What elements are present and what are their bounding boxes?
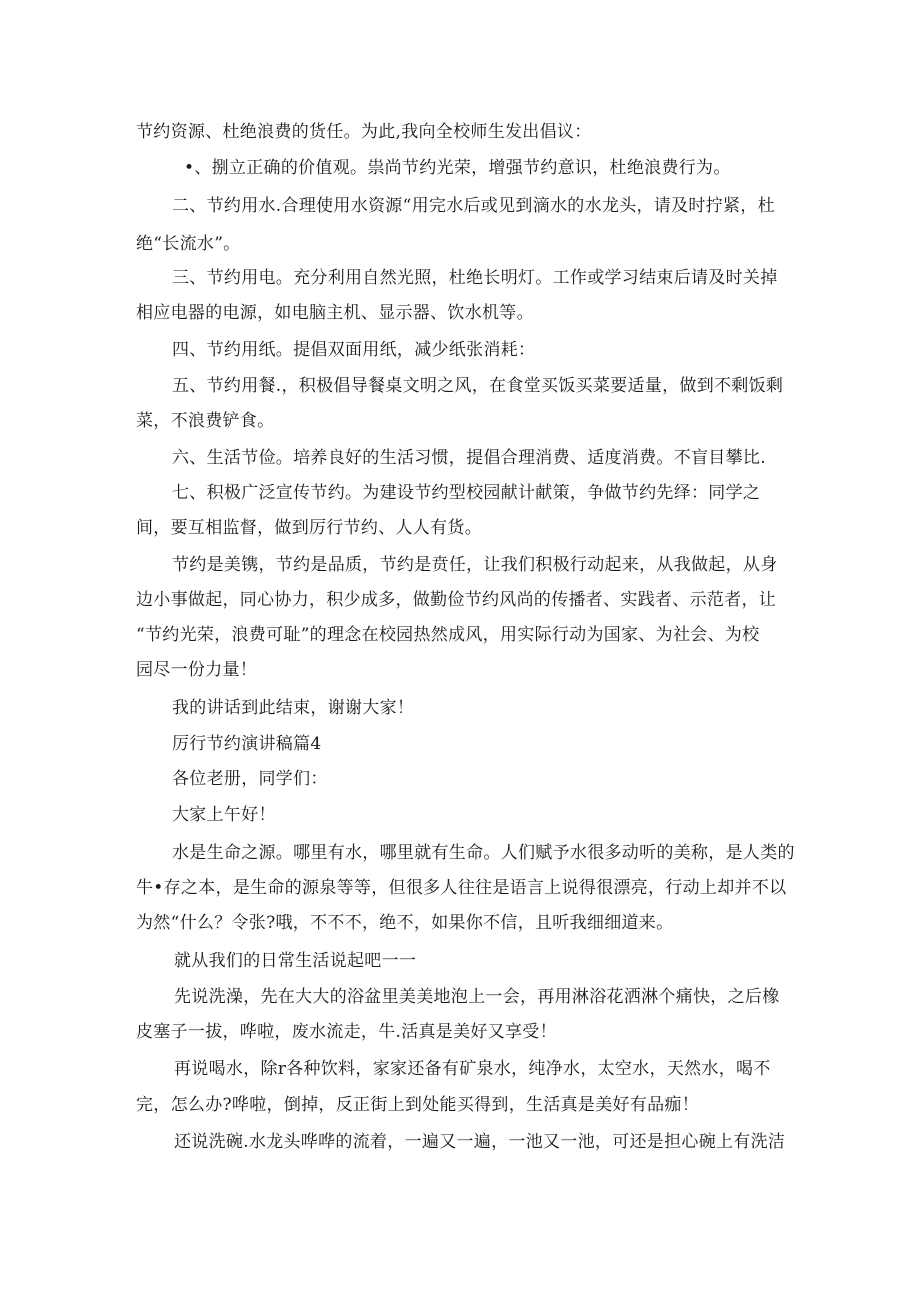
text-line: 再说喝水，除r各种饮料，家家还备有矿泉水，纯净水，太空水，天然水，喝不 (174, 1059, 771, 1079)
text-line: 三、节约用电。充分利用自然光照，杜绝长明灯。工作或学习结束后请及时关掉 (172, 268, 778, 288)
text-line: 五、节约用餐.，积极倡导餐桌文明之风，在食堂买饭买菜要适量，做到不剩饭剩 (172, 376, 784, 396)
text-line: 各位老册，同学们： (172, 769, 328, 789)
text-line: 四、节约用纸。提倡双面用纸，减少纸张消耗： (172, 340, 536, 360)
text-line: “节约光荣，浪费可耻”的理念在校园热然成风，用实际行动为国家、为社会、为校 (136, 625, 760, 645)
text-line: 就从我们的日常生活说起吧一一 (174, 951, 417, 971)
text-line: 节约是美镌，节约是品质，节约是贲任，让我们积极行动起来，从我做起，从身 (172, 555, 778, 575)
text-line: 边小事做起，同心协力，积少成多，做勤俭节约风尚的传播者、实践者、示范者，让 (136, 590, 777, 610)
text-line: 节约资源、杜绝浪费的货任。为此,我向全校师生发出倡议： (136, 122, 592, 142)
section-heading: 厉行节约演讲稿篇4 (172, 734, 322, 754)
text-line: 还说洗碗.水龙头哗哗的流着，一遍又一遍，一池又一池，可还是担心碗上有洗洁 (174, 1132, 786, 1152)
text-line: 完，怎么办?哗啦，倒掉，反正街上到处能买得到，生活真是美好有品痂！ (136, 1095, 700, 1115)
text-line: 六、生活节俭。培养良好的生活习惯，提倡合理消费、适度消费。不盲目攀比. (172, 448, 766, 468)
text-line: 水是生命之源。哪里有水，哪里就有生命。人们赋予水很多动听的美称，是人类的 (172, 843, 795, 863)
text-line: 间，要互相监督，做到厉行节约、人人有货。 (136, 518, 482, 538)
text-line: 七、积极广泛宣传节约。为建设节约型校园献计献策，争做节约先绎：同学之 (172, 483, 761, 503)
text-line: 牛•存之本，是生命的源泉等等，但很多人往往是语言上说得很漂亮，行动上却并不以 (136, 878, 787, 898)
text-line: 相应电器的电源，如电脑主机、显示器、饮水机等。 (136, 303, 534, 323)
text-line: 园尽一份力量！ (136, 660, 258, 680)
text-line: 为然“什么？令张?哦，不不不，绝不，如果你不信，且听我细细道来。 (136, 913, 674, 933)
text-line: •、捌立正确的价值观。祟尚节约光荣，增强节约意识，杜绝浪费行为。 (184, 158, 731, 178)
text-line: 皮塞子一拔，哗啦，废水流走，牛.活真是美好又享受！ (136, 1022, 557, 1042)
text-line: 二、节约用水.合理使用水资源“用完水后或见到滴水的水龙头，请及时拧紧，杜 (172, 196, 775, 216)
text-line: 菜，不浪费铲食。 (136, 411, 275, 431)
text-line: 绝“长流水”。 (136, 234, 241, 254)
text-line: 大家上午好！ (172, 805, 276, 825)
text-line: 我的讲话到此结束，谢谢大家！ (172, 698, 415, 718)
text-line: 先说洗澡，先在大大的浴盆里美美地泡上一会，再用淋浴花洒淋个痛快，之后橡 (174, 987, 780, 1007)
